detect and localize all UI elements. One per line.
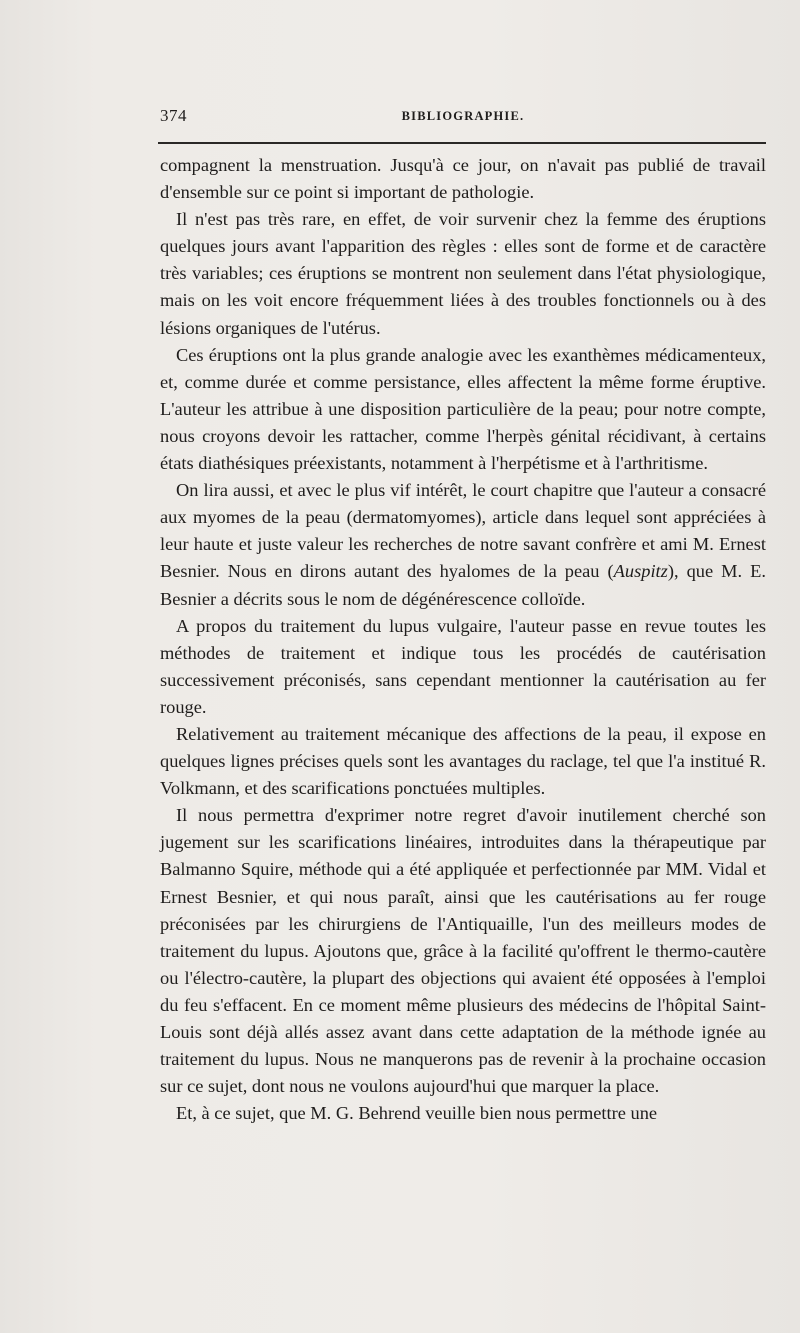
paragraph-eruptions: Il n'est pas très rare, en effet, de voir survenir chez la femme des éruptions quelques jours avant l'apparition des règles : elles sont de forme et de caractère très variables; ces éruptions se montrent non seulement dans l'état physiologique, mais on les voit encore fréquemment liées à des troubles fonctionnels ou à des lésions organiques de l'utérus. [160, 209, 766, 338]
body-text [160, 152, 766, 1127]
paragraph-lupus: A propos du traitement du lupus vulgaire, l'auteur passe en revue toutes les méthodes de traitement et indique tous les procédés de cautérisation successivement préconisés, sans cependant mentionner la cautérisation au fer rouge. [160, 615, 766, 717]
header-rule [158, 142, 766, 144]
running-head: BIBLIOGRAPHIE. [401, 109, 525, 123]
paragraph-myomes [160, 477, 766, 612]
paragraph-myomes-text-1: On lira aussi, et avec le plus vif intérêt, le court chapitre que l'auteur a consacré aux myomes de la peau (dermatomyomes), article dans lequel sont appréciées à leur haute et juste valeur les recherches de notre savant confrère et ami M. Ernest Besnier. Nous en dirons autant des hyalomes de la peau ( [160, 480, 766, 582]
paragraph-myomes-text-2: ), que M. E. Besnier a décrits sous le nom de dégénérescence colloïde. [160, 561, 766, 609]
paragraph-final: Et, à ce sujet, que M. G. Behrend veuille bien nous permettre une [176, 1103, 658, 1124]
paragraph-mechanical-treatment: Relativement au traitement mécanique des affections de la peau, il expose en quelques lignes précises quels sont les avantages du raclage, tel que l'a institué R. Volkmann, et des scarifications ponctuées multiples. [160, 723, 766, 799]
paragraph-analogy: Ces éruptions ont la plus grande analogie avec les exanthèmes médicamenteux, et, comme durée et comme persistance, elles affectent la même forme éruptive. L'auteur les attribue à une disposition particulière de la peau; pour notre compte, nous croyons devoir les rattacher, comme l'herpès génital récidivant, à certains états diathésiques préexistants, notamment à l'herpétisme et à l'arthritisme. [160, 344, 766, 474]
paragraph-scarifications: Il nous permettra d'exprimer notre regret d'avoir inutilement cherché son jugement sur les scarifications linéaires, introduites dans la thérapeutique par Balmanno Squire, méthode qui a été appliquée et perfectionnée par MM. Vidal et Ernest Besnier, et qui nous paraît, ainsi que les cautérisations au fer rouge préconisées par les chirurgiens de l'Antiquaille, l'un des meilleurs modes de traitement du lupus. Ajoutons que, grâce à la facilité qu'offrent le thermo-cautère ou l'électro-cautère, la plupart des objections qui avaient été opposées à l'emploi du feu s'effacent. En ce moment même plusieurs des médecins de l'hôpital Saint-Louis sont déjà allés assez avant dans cette adaptation de la méthode ignée au traitement du lupus. Nous ne manquerons pas de revenir à la prochaine occasion sur ce sujet, dont nous ne voulons aujourd'hui que marquer la place. [160, 805, 766, 1097]
page-number: 374 [160, 106, 187, 125]
paragraph-continuation: compagnent la menstruation. Jusqu'à ce jour, on n'avait pas publié de travail d'ensemble sur ce point si important de pathologie. [160, 155, 766, 203]
author-name-italic: Auspitz [613, 561, 668, 582]
page-header [160, 106, 766, 130]
